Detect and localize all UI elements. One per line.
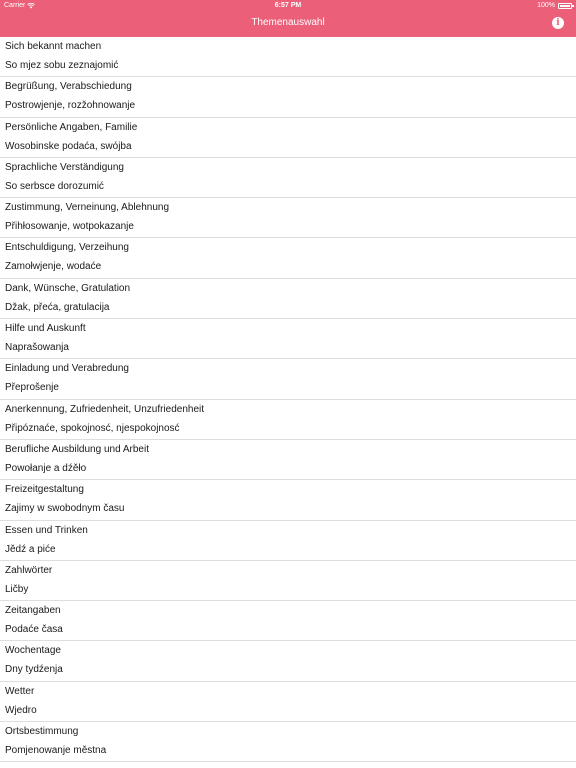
topic-row[interactable] <box>0 440 576 480</box>
status-time: 6:57 PM <box>274 2 302 9</box>
topic-title-german: Zahlwörter <box>5 564 53 576</box>
navigation-header <box>0 0 576 37</box>
topic-title-sorbian: Pomjenowanje městna <box>5 745 107 757</box>
topic-title-sorbian: Postrowjenje, rozžohnowanje <box>5 100 136 112</box>
topic-row[interactable] <box>0 118 576 158</box>
topic-title-german: Wochentage <box>5 645 61 657</box>
battery-icon <box>558 3 572 9</box>
topic-row[interactable] <box>0 158 576 198</box>
topic-row[interactable] <box>0 359 576 399</box>
topic-row[interactable] <box>0 238 576 278</box>
topic-title-german: Einladung und Verabredung <box>5 363 129 375</box>
topic-title-german: Anerkennung, Zufriedenheit, Unzufriedenheit <box>5 403 205 415</box>
topic-title-sorbian: Naprašowanja <box>5 342 69 354</box>
topic-title-sorbian: Džak, přeća, gratulacija <box>5 301 110 313</box>
topic-row[interactable] <box>0 641 576 681</box>
page-title: Themenauswahl <box>251 17 325 28</box>
info-icon[interactable]: i <box>552 17 564 29</box>
topic-title-german: Sprachliche Verständigung <box>5 161 124 173</box>
status-bar <box>0 0 576 12</box>
topic-title-german: Zeitangaben <box>5 605 61 617</box>
carrier-label: Carrier <box>4 2 26 9</box>
status-battery <box>537 0 572 12</box>
topic-row[interactable] <box>0 198 576 238</box>
topic-row[interactable] <box>0 722 576 762</box>
topic-title-sorbian: Připóznaće, spokojnosć, njespokojnosć <box>5 422 180 434</box>
topic-title-german: Begrüßung, Verabschiedung <box>5 81 132 93</box>
topic-title-german: Hilfe und Auskunft <box>5 323 86 335</box>
topic-row[interactable] <box>0 521 576 561</box>
topic-row[interactable] <box>0 601 576 641</box>
topic-title-sorbian: Powołanje a dźěło <box>5 462 87 474</box>
topic-row[interactable] <box>0 279 576 319</box>
topic-title-sorbian: Jědź a piće <box>5 543 56 555</box>
topic-title-sorbian: Zamołwjenje, wodaće <box>5 261 102 273</box>
topic-title-german: Persönliche Angaben, Familie <box>5 121 138 133</box>
topic-row[interactable] <box>0 561 576 601</box>
topic-row[interactable] <box>0 480 576 520</box>
topic-row[interactable] <box>0 400 576 440</box>
topic-title-german: Berufliche Ausbildung und Arbeit <box>5 443 149 455</box>
topic-title-german: Freizeitgestaltung <box>5 484 84 496</box>
topic-list <box>0 37 576 768</box>
topic-title-sorbian: So mjez sobu zeznajomić <box>5 60 119 71</box>
topic-row[interactable] <box>0 77 576 117</box>
topic-title-sorbian: Zajimy w swobodnym času <box>5 503 125 515</box>
topic-title-sorbian: Podaće časa <box>5 624 63 636</box>
topic-row[interactable] <box>0 319 576 359</box>
topic-title-german: Zustimmung, Verneinung, Ablehnung <box>5 202 169 214</box>
topic-title-sorbian: Dny tydźenja <box>5 664 63 676</box>
topic-title-german: Sich bekannt machen <box>5 41 102 52</box>
topic-title-german: Entschuldigung, Verzeihung <box>5 242 129 254</box>
topic-row[interactable] <box>0 682 576 722</box>
topic-title-german: Ortsbestimmung <box>5 726 79 738</box>
topic-title-german: Dank, Wünsche, Gratulation <box>5 282 131 294</box>
topic-title-sorbian: So serbsce dorozumić <box>5 180 104 192</box>
topic-title-german: Wetter <box>5 685 35 697</box>
topic-row[interactable] <box>0 37 576 77</box>
topic-title-sorbian: Přihłosowanje, wotpokazanje <box>5 221 134 233</box>
topic-title-sorbian: Ličby <box>5 583 29 595</box>
topic-title-german: Essen und Trinken <box>5 524 88 536</box>
battery-percent: 100% <box>537 2 555 9</box>
topic-title-sorbian: Přeprošenje <box>5 382 59 394</box>
topic-title-sorbian: Wjedro <box>5 704 37 716</box>
topic-title-sorbian: Wosobinske podaća, swójba <box>5 140 132 152</box>
